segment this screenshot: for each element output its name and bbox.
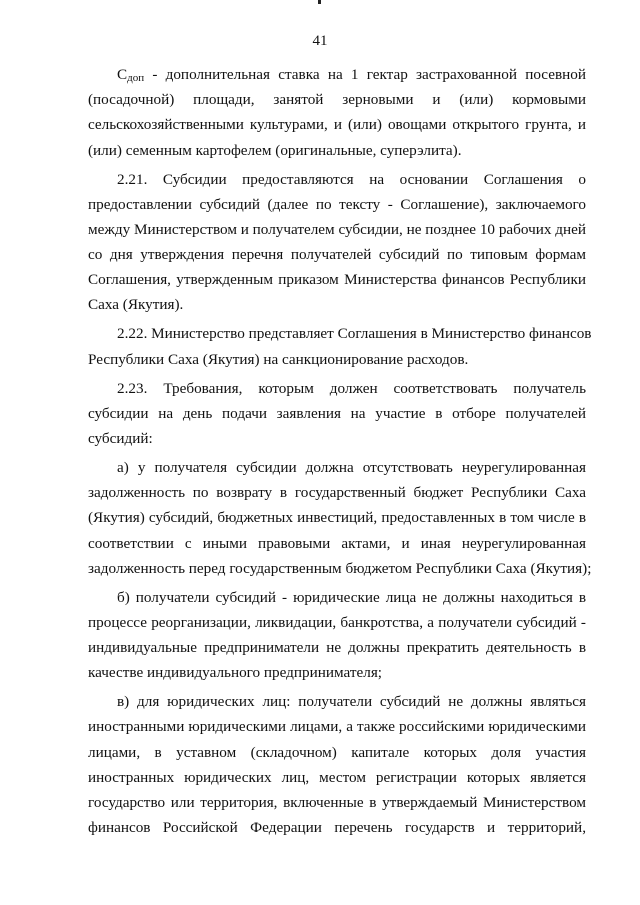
- line-text: Соглашения, утвержденным приказом Министерства финансов Республики: [88, 271, 586, 289]
- text-line: [88, 765, 586, 790]
- text-line: [88, 740, 586, 765]
- text-line: [88, 505, 586, 530]
- text-line: [88, 138, 586, 163]
- line-text: иностранными юридическими лицами, а также российскими юридическими: [88, 718, 586, 736]
- line-text: (или) семенным картофелем (оригинальные, суперэлита).: [88, 141, 462, 159]
- paragraph-p6: [88, 585, 586, 686]
- line-text: (Якутия) субсидий, бюджетных инвестиций, предоставленных в том числе в: [88, 509, 586, 527]
- line-text: процессе реорганизации, ликвидации, банкротства, а получатели субсидий -: [88, 613, 586, 631]
- line-text: б) получатели субсидий - юридические лица не должны находиться в: [117, 588, 586, 606]
- line-text: финансов Российской Федерации перечень государств и территорий,: [88, 819, 586, 837]
- page-number: 41: [312, 33, 328, 49]
- line-text: качестве индивидуального предпринимателя;: [88, 664, 383, 682]
- text-line: [88, 480, 586, 505]
- line-text: предоставлении субсидий (далее по тексту - Соглашение), заключаемого: [88, 195, 586, 213]
- line-text: - дополнительная ставка на 1 гектар застрахованной посевной: [144, 66, 586, 83]
- text-line: [88, 112, 586, 137]
- text-line: [88, 660, 586, 685]
- formula-symbol: С: [117, 66, 128, 83]
- text-line: [88, 376, 586, 401]
- document-body: [88, 62, 592, 840]
- text-line: [88, 556, 592, 581]
- text-line: [88, 585, 586, 610]
- paragraph-p4: [88, 376, 586, 452]
- line-text: а) у получателя субсидии должна отсутствовать неурегулированная: [117, 459, 586, 476]
- text-line: [88, 455, 586, 480]
- paragraph-p5: [88, 455, 592, 581]
- text-line: [88, 242, 586, 267]
- formula-subscript: доп: [127, 72, 145, 84]
- line-text: соответствии с иными правовыми актами, и иная неурегулированная: [88, 534, 586, 552]
- line-text: (посадочной) площади, занятой зерновыми и (или) кормовыми: [88, 91, 586, 109]
- text-line: [88, 267, 586, 292]
- text-line: [88, 610, 586, 635]
- text-line: [88, 635, 586, 660]
- paragraph-p1: [88, 62, 586, 163]
- text-line: [88, 62, 586, 87]
- text-line: [88, 689, 586, 714]
- line-text: субсидий:: [88, 430, 153, 448]
- line-text: со дня утверждения перечня получателей субсидий по типовым формам: [88, 246, 586, 264]
- paragraph-p7: [88, 689, 586, 840]
- line-text: в) для юридических лиц: получатели субсидий не должны являться: [117, 693, 586, 711]
- line-text: 2.22. Министерство представляет Соглашения в Министерство финансов: [117, 325, 592, 343]
- line-text: государство или территория, включенные в утверждаемый Министерством: [88, 794, 586, 812]
- text-line: [88, 531, 586, 556]
- text-line: [88, 790, 586, 815]
- text-line: [88, 167, 586, 192]
- paragraph-p2: [88, 167, 586, 318]
- page-edge-mark: [318, 0, 321, 4]
- text-line: [88, 347, 586, 372]
- line-text: иностранных юридических лиц, местом регистрации которых является: [88, 768, 586, 786]
- text-line: [88, 426, 586, 451]
- line-text: Республики Саха (Якутия) на санкционирование расходов.: [88, 350, 469, 368]
- line-text: сельскохозяйственными культурами, и (или) овощами открытого грунта, и: [88, 116, 586, 134]
- text-line: [88, 815, 586, 840]
- line-text: 2.23. Требования, которым должен соответствовать получатель: [117, 379, 586, 397]
- line-text: задолженность по возврату в государственный бюджет Республики Саха: [88, 484, 586, 502]
- line-text: задолженность перед государственным бюджетом Республики Саха (Якутия);: [88, 559, 592, 577]
- line-text: субсидии на день подачи заявления на участие в отборе получателей: [88, 404, 586, 422]
- line-text: лицами, в уставном (складочном) капитале которых доля участия: [88, 743, 586, 761]
- paragraph-p3: [88, 321, 592, 371]
- text-line: [88, 401, 586, 426]
- text-line: [88, 87, 586, 112]
- text-line: [88, 321, 592, 346]
- line-text: 2.21. Субсидии предоставляются на основании Соглашения о: [117, 170, 586, 188]
- line-text: между Министерством и получателем субсидии, не позднее 10 рабочих дней: [88, 220, 586, 238]
- text-line: [88, 714, 586, 739]
- line-text: Саха (Якутия).: [88, 296, 184, 314]
- line-text: индивидуальные предприниматели не должны прекратить деятельность в: [88, 639, 586, 657]
- text-line: [88, 292, 586, 317]
- text-line: [88, 217, 586, 242]
- text-line: [88, 192, 586, 217]
